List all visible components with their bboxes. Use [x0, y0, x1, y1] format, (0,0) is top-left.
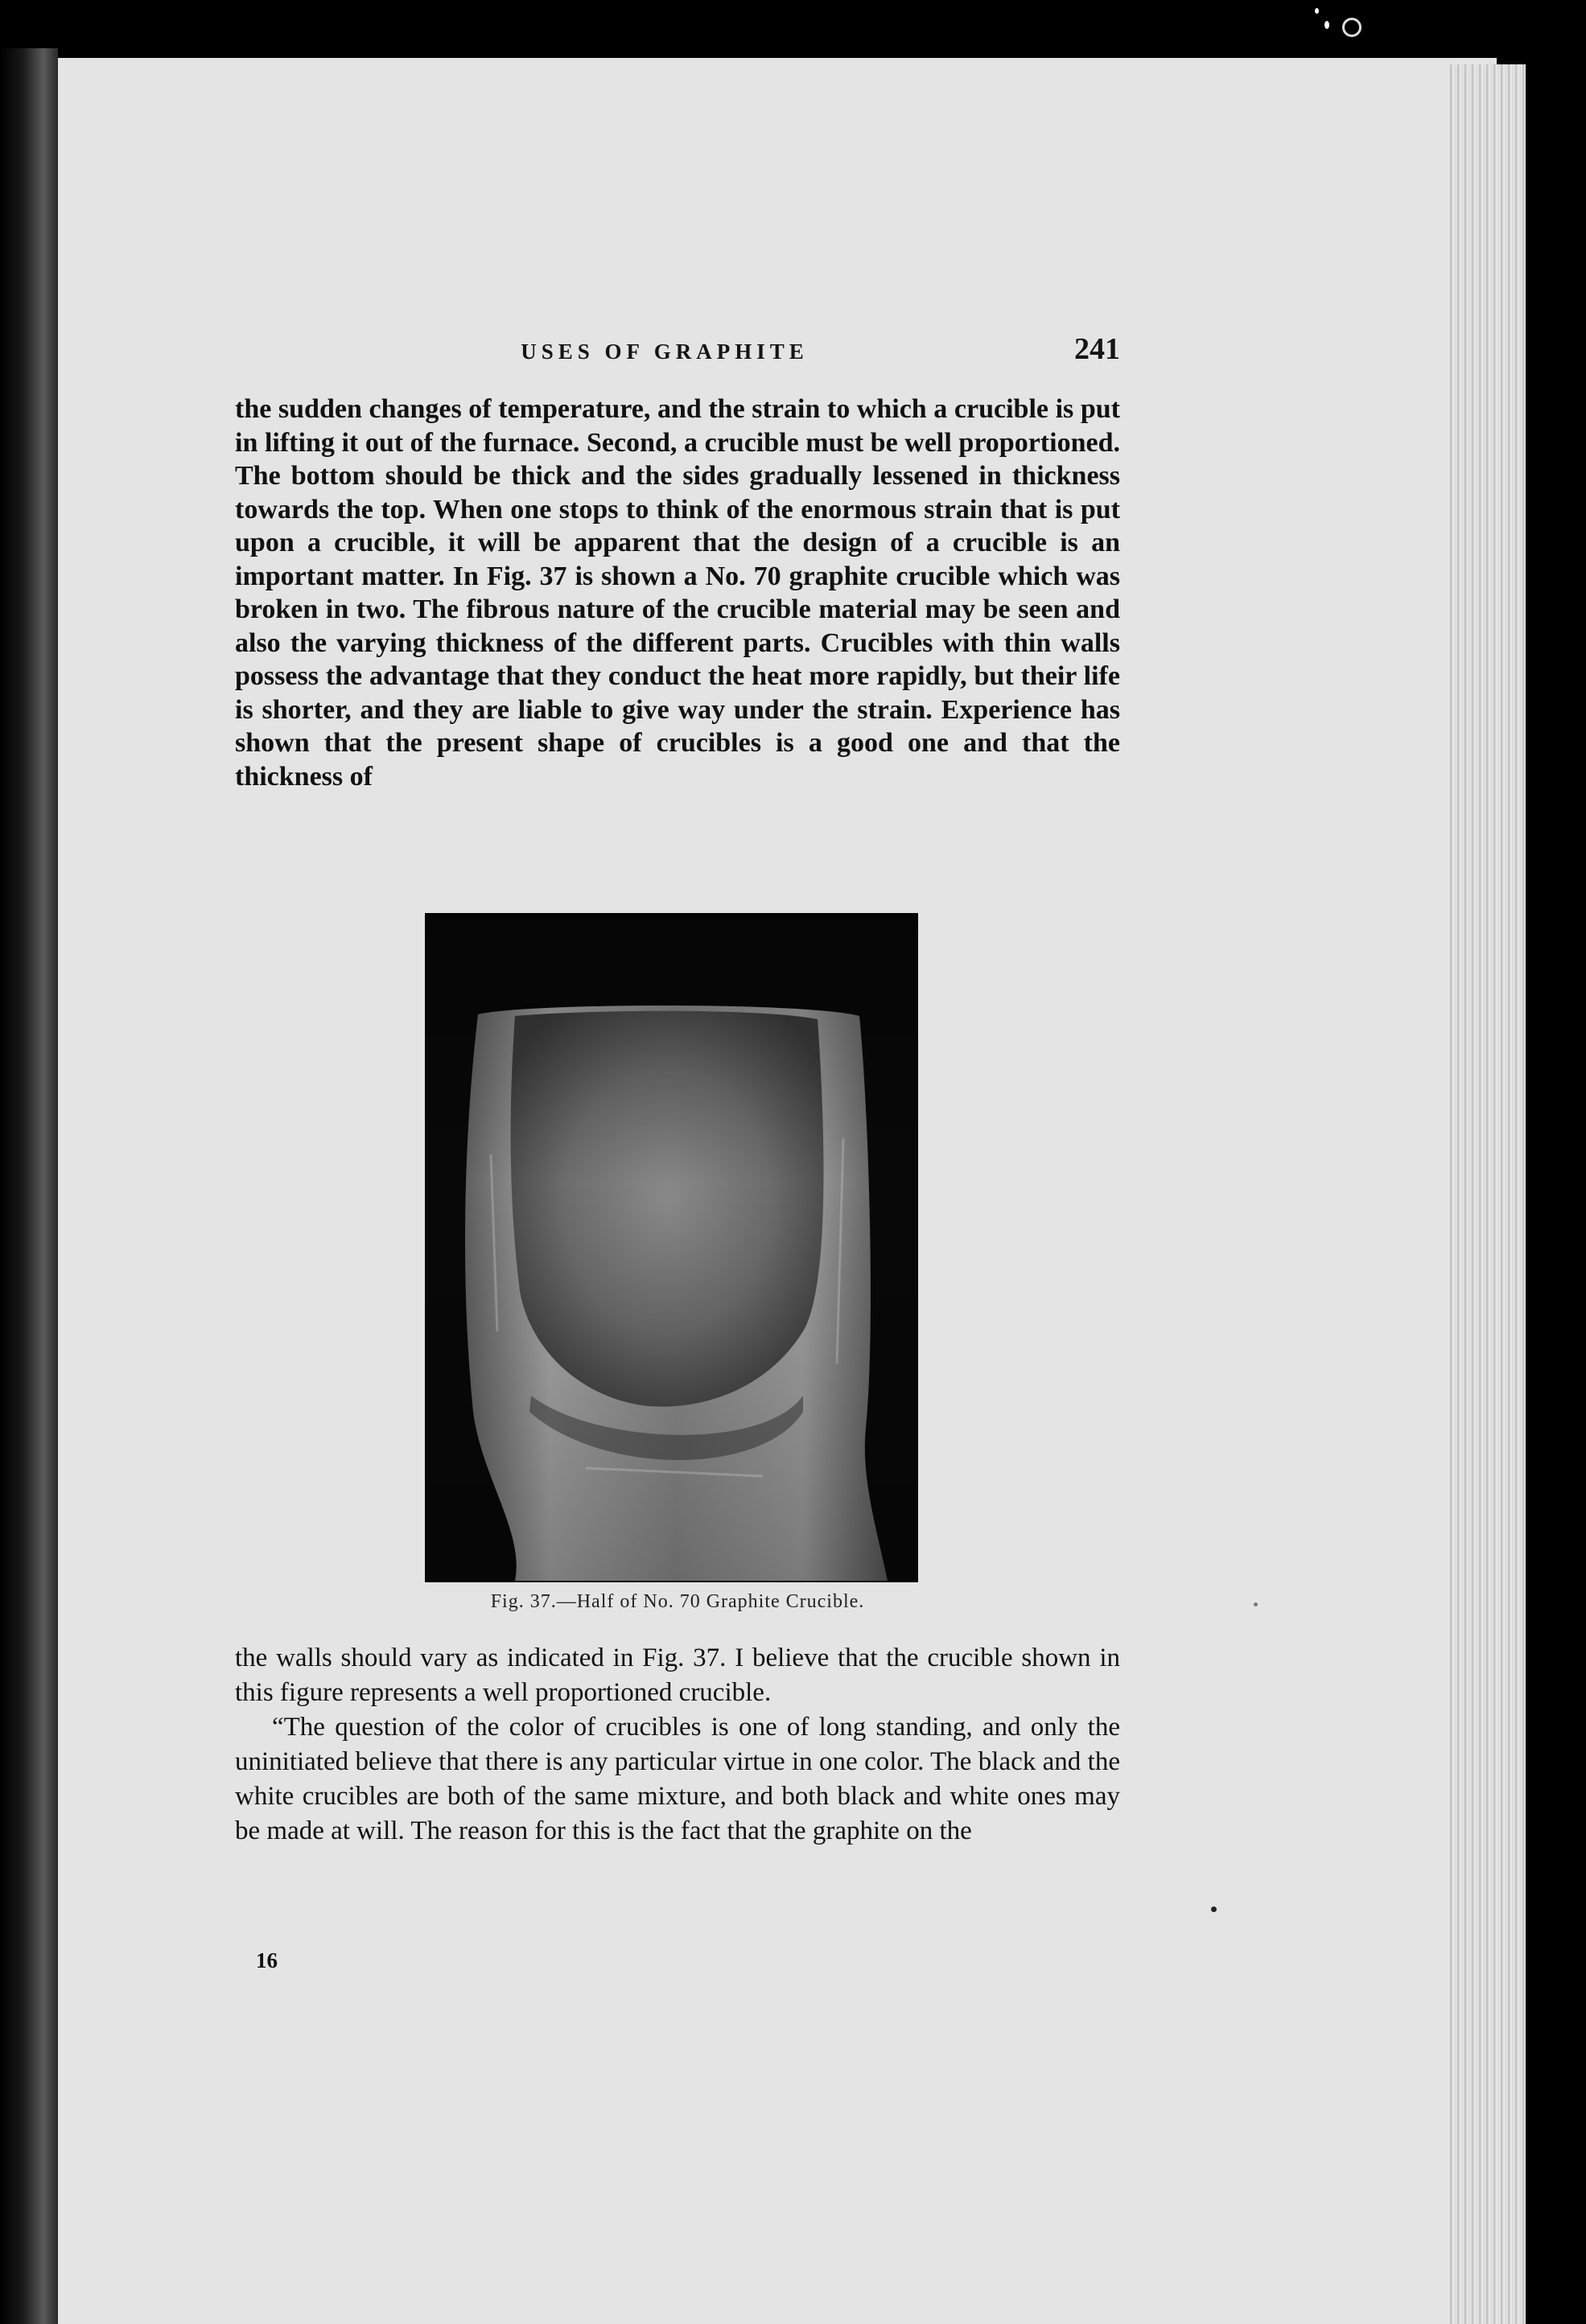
page-edges	[1448, 64, 1526, 2324]
dust-speck	[1315, 8, 1319, 14]
page-number: 241	[1074, 332, 1120, 366]
body-paragraph-top: the sudden changes of temperature, and the strain to which a crucible is put in lifting it out of the furnace. Second, a crucible must be well proportioned. The bottom should be thick and the sides gradually lessened in thickness towards the top. When one stops to think of the enormous strain that is put upon a crucible, it will be apparent that the design of a crucible is an important matter. In Fig. 37 is shown a No. 70 graphite crucible which was broken in two. The fibrous nature of the crucible material may be seen and also the varying thickness of the different parts. Crucibles with thin walls possess the advantage that they conduct the heat more rapidly, but their life is shorter, and they are liable to give way under the strain. Experience has shown that the present shape of crucibles is a good one and that the thickness of	[235, 394, 1120, 792]
dark-background-right	[1526, 0, 1586, 2324]
running-head: USES OF GRAPHITE	[521, 339, 809, 364]
signature-mark: 16	[256, 1948, 278, 1972]
paragraph-quote: “The question of the color of crucibles is one of long standing, and only the uninitiated believe that there is any particular virtue in one color. The black and the white crucibles are both of the same mixture, and both black and white ones may be made at will. The reason for this is the fact that the graphite on the	[235, 1713, 1120, 1845]
page-header	[209, 331, 1120, 380]
figure-crucible-photo	[425, 913, 918, 1582]
crucible-photo	[425, 913, 918, 1582]
book-gutter-left	[0, 48, 58, 2324]
body-paragraph-bottom	[235, 1641, 1120, 1849]
dust-speck	[1324, 21, 1329, 29]
figure-caption: Fig. 37.—Half of No. 70 Graphite Crucible.	[490, 1591, 865, 1612]
dust-speck	[1211, 1907, 1217, 1912]
dust-speck	[1254, 1602, 1258, 1606]
scan-artifact-ring	[1342, 18, 1361, 37]
paragraph-continuation: the walls should vary as indicated in Fig. 37. I believe that the crucible shown in this figure represents a well proportioned crucible.	[235, 1643, 1120, 1707]
